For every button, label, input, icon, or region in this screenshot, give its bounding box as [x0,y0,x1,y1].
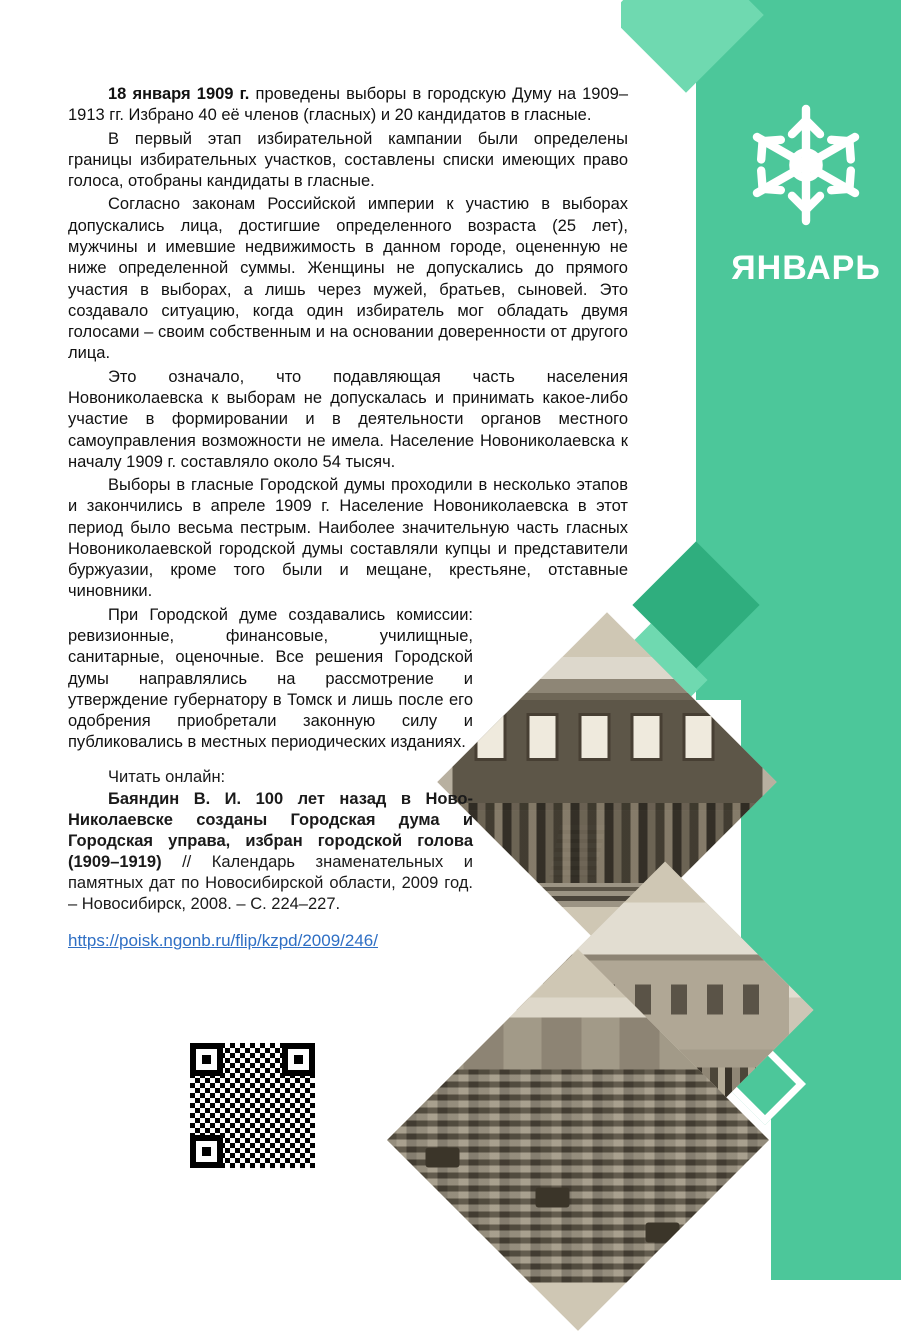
month-label: ЯНВАРЬ [731,249,881,287]
paragraph: Это означало, что подавляющая часть населения Новониколаевска к выборам не допускалась и принимать какое-либо участие в формировании и в деятельности органов местного самоуправления возможности не имела. Население Новониколаевска к началу 1909 г. составляло около 54 тысяч. [68,367,628,471]
read-online-label: Читать онлайн: [108,767,226,786]
month-block [716,95,896,288]
lead-date: 18 января 1909 г. [108,85,250,103]
reference-title: Баяндин В. И. 100 лет назад в Ново-Николаевске созданы Городская дума и Городская управа, избран городской голова (1909–1919) [68,789,473,872]
paragraph: Согласно законам Российской империи к участию в выборах допускались лица, достигшие определенного возраста (25 лет), мужчины и имевшие недвижимость в данном городе, оцененную не ниже определенной суммы. Женщины не допускались до прямого участия в выборах, а лишь через мужей, братьев, сыновей. Это создавало ситуацию, когда один избиратель мог обладать двумя голосами – своим собственным и на основании доверенности от другого лица. [68,195,628,363]
paragraph: Выборы в гласные Городской думы проходили в несколько этапов и закончились в апреле 1909 г. Население Новониколаевска в этот период было весьма пестрым. Наиболее значительную часть гласных Новониколаевской городской думы составляли купцы и представители буржуазии, кроме того были и мещане, крестьяне, отставные чиновники. [68,476,628,601]
bibliographic-reference [68,789,473,916]
paragraph [68,84,628,127]
qr-code[interactable] [190,1043,315,1168]
source-link[interactable]: https://poisk.ngonb.ru/flip/kzpd/2009/246/ [68,931,378,951]
paragraph: В первый этап избирательной кампании были определены границы избирательных участков, составлены списки имеющих право голоса, отобраны кандидаты в гласные. [68,129,628,191]
snowflake-icon [716,95,896,235]
article-body [68,84,628,951]
paragraph-text: проведены выборы в городскую Думу на 1909–1913 гг. Избрано 40 её членов (гласных) и 20 кандидатов в гласные. [68,85,628,125]
reference-source: // Календарь знаменательных и памятных дат по Новосибирской области, 2009 год. – Новосибирск, 2008. – С. 224–227. [68,853,473,914]
paragraph: При Городской думе создавались комиссии: ревизионные, финансовые, училищные, санитарные, оценочные. Все решения Городской думы направлялись на рассмотрение и утверждение губернатору в Томск и лишь после его одобрения приобретали законную силу и публиковались в местных периодических изданиях. [68,605,473,752]
